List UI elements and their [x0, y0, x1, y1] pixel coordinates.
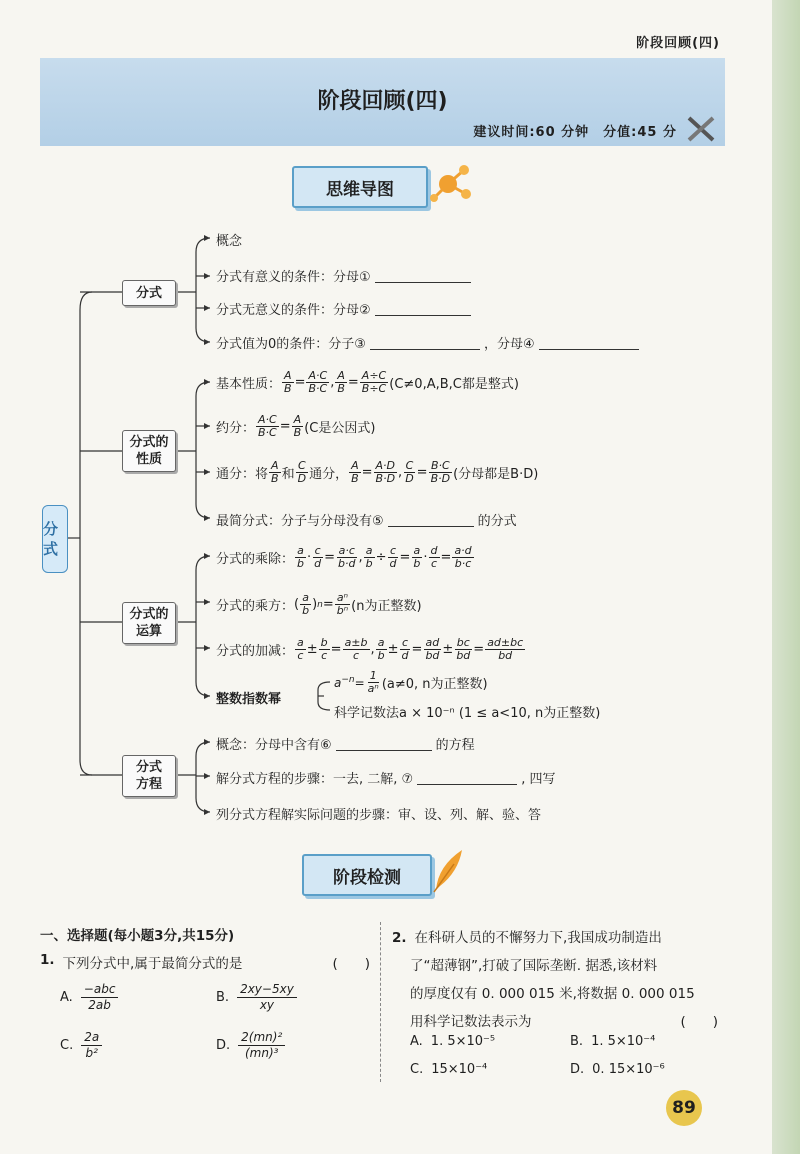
answer-blank-1[interactable]: [375, 268, 471, 283]
leaf-reduction: 约分： $\frac{A\cdot C}{B\cdot C}$ = $\frac{A}{B}$ (C是公因式): [216, 413, 376, 439]
q1-option-d[interactable]: D. 2(mn)² (mn)³: [216, 1030, 285, 1061]
time-score-info: 建议时间:60 分钟 分值:45 分: [473, 125, 677, 140]
leaf-meaningless-condition: 分式无意义的条件：分母②: [216, 299, 475, 318]
answer-blank-6[interactable]: [336, 736, 432, 751]
answer-bracket-q1[interactable]: ( ): [332, 956, 370, 972]
question-2: 2. 在科研人员的不懈努力下,我国成功制造出 了“超薄钢”,打破了国际垄断. 据悉,该材料 的厚度仅有 0. 000 015 米,将数据 0. 000 015 用科学记数法表示为 ( ): [392, 924, 732, 1036]
leaf-simplest-fraction: 最简分式：分子与分母没有⑤ 的分式: [216, 514, 517, 529]
node-operations: 分式的 运算: [122, 602, 176, 644]
running-header: 阶段回顾(四): [636, 36, 720, 51]
leaf-integer-exponent: 整数指数幂: [216, 692, 282, 707]
leaf-solving-steps: 解分式方程的步骤：一去, 二解, ⑦ , 四写: [216, 772, 556, 787]
question-1: 1. 下列分式中,属于最简分式的是 ( ): [40, 952, 370, 972]
node-properties: 分式的 性质: [122, 430, 176, 472]
q2-option-a[interactable]: A. 1. 5×10⁻⁵: [410, 1034, 496, 1049]
leaf-equation-concept: 概念：分母中含有⑥ 的方程: [216, 738, 475, 753]
page-title: 阶段回顾(四): [317, 89, 448, 114]
q1-option-b[interactable]: B. 2xy−5xy xy: [216, 982, 297, 1013]
answer-blank-7[interactable]: [417, 770, 517, 785]
root-node-fraction: 分式: [42, 505, 68, 573]
leaf-negative-exponent: $a^{-n}=$ $\frac{1}{\text{aⁿ}}$ (a≠0, n为正整数): [334, 669, 488, 695]
q1-option-a[interactable]: A. −abc 2ab: [60, 982, 118, 1013]
column-divider: [380, 922, 381, 1082]
page-number: 89: [666, 1090, 702, 1126]
answer-bracket-q2[interactable]: ( ): [680, 1014, 718, 1030]
leaf-scientific-notation: 科学记数法a × 10⁻ⁿ (1 ≤ a<10, n为正整数): [334, 706, 601, 721]
part-title: 一、选择题(每小题3分,共15分): [40, 928, 235, 944]
answer-blank-4[interactable]: [539, 335, 639, 350]
q1-option-c[interactable]: C. 2a b²: [60, 1030, 102, 1061]
q2-option-b[interactable]: B. 1. 5×10⁻⁴: [570, 1034, 656, 1049]
answer-blank-3[interactable]: [370, 335, 480, 350]
leaf-power: 分式的乘方： ( $\frac{a}{b}$ ) n = $\frac{\text{aⁿ}}{\text{bⁿ}}$ (n为正整数): [216, 591, 422, 617]
leaf-concept: 概念: [216, 234, 243, 249]
answer-blank-5[interactable]: [388, 512, 474, 527]
node-fraction: 分式: [122, 280, 176, 306]
node-equation: 分式 方程: [122, 755, 176, 797]
test-section-title: 阶段检测: [302, 854, 432, 896]
q2-option-d[interactable]: D. 0. 15×10⁻⁶: [570, 1062, 665, 1077]
leaf-common-denominator: 通分：将 $\frac{A}{B}$ 和 $\frac{C}{D}$ 通分， $\frac{A}{B}$ = $\frac{A\cdot D}{B\cdot D}$ , $\frac{C}{D}$ = $\frac{B\cdot C}{B\cdot D}$ (分母都是B·D): [216, 459, 539, 485]
leaf-word-problem-steps: 列分式方程解实际问题的步骤：审、设、列、解、验、答: [216, 808, 542, 823]
feather-icon: [428, 846, 468, 896]
leaf-meaningful-condition: 分式有意义的条件：分母①: [216, 266, 475, 285]
leaf-add-subtract: 分式的加减： $\frac{a}{c}$ ± $\frac{b}{c}$ = $\frac{a\pm b}{c}$ , $\frac{a}{b}$ ± $\frac{c}{d}$ = $\frac{ad}{bd}$ ± $\frac{bc}{bd}$ = $\frac{ad\pm bc}{bd}$: [216, 636, 524, 662]
leaf-zero-value-condition: 分式值为0的条件：分子③ ，分母④: [216, 333, 643, 352]
mindmap-section-title: 思维导图: [292, 166, 428, 208]
leaf-multiply-divide: 分式的乘除： $\frac{a}{b}$ · $\frac{c}{d}$ = $\frac{a\cdot c}{b\cdot d}$ , $\frac{a}{b}$ ÷ $\frac{c}{d}$ = $\frac{a}{b}$ · $\frac{d}{c}$ = $\frac{a\cdot d}{b\cdot c}$: [216, 544, 472, 570]
answer-blank-2[interactable]: [375, 301, 471, 316]
q2-option-c[interactable]: C. 15×10⁻⁴: [410, 1062, 488, 1077]
leaf-basic-property: 基本性质： $\frac{A}{B}$ = $\frac{A\cdot C}{B\cdot C}$ , $\frac{A}{B}$ = $\frac{A\div C}{B\div C}$ (C≠0,A,B,C都是整式): [216, 369, 519, 395]
